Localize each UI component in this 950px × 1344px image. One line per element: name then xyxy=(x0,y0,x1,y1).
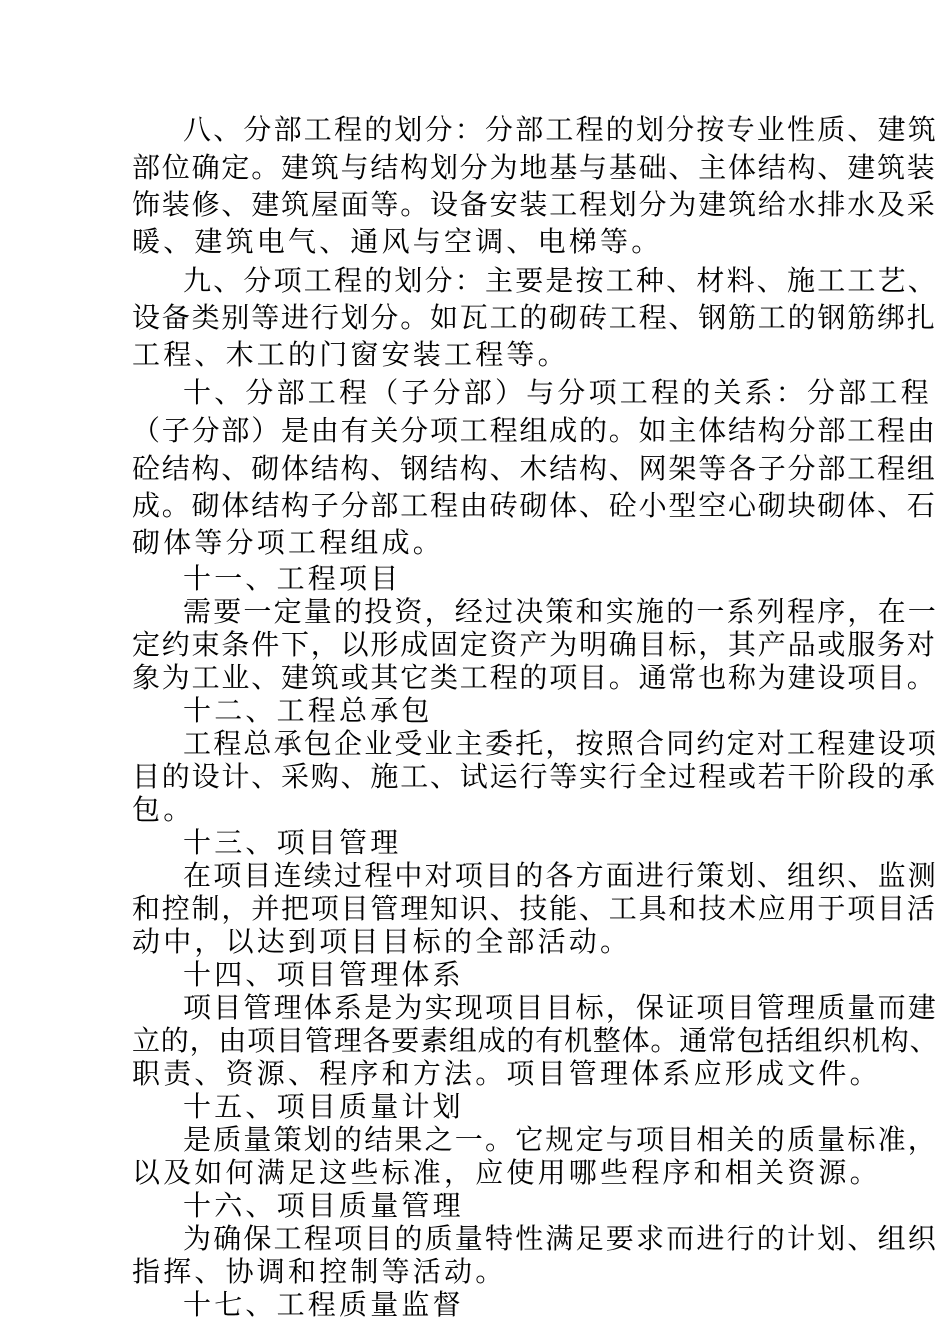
section-heading: 十七、工程质量监督 xyxy=(183,1288,464,1321)
text-line: 工程总承包企业受业主委托，按照合同约定对工程建设项 xyxy=(183,727,939,760)
section-heading: 十四、项目管理体系 xyxy=(183,958,464,991)
section-heading: 十六、项目质量管理 xyxy=(183,1189,464,1222)
text-line: 项目管理体系是为实现项目目标，保证项目管理质量而建 xyxy=(183,991,939,1024)
text-line: 以及如何满足这些标准，应使用哪些程序和相关资源。 xyxy=(132,1156,881,1189)
text-line: 指挥、协调和控制等活动。 xyxy=(132,1255,507,1288)
text-line: 砼结构、砌体结构、钢结构、木结构、网架等各子分部工程组 xyxy=(132,452,937,485)
text-line: 暖、建筑电气、通风与空调、电梯等。 xyxy=(132,225,663,258)
text-line: 十、分部工程（子分部）与分项工程的关系：分部工程 xyxy=(183,376,932,409)
text-line: 饰装修、建筑屋面等。设备安装工程划分为建筑给水排水及采 xyxy=(132,188,937,221)
text-line: 定约束条件下，以形成固定资产为明确目标，其产品或服务对 xyxy=(132,628,937,661)
text-line: 成。砌体结构子分部工程由砖砌体、砼小型空心砌块砌体、石 xyxy=(132,489,937,522)
text-line: 工程、木工的门窗安装工程等。 xyxy=(132,338,569,371)
text-line: 部位确定。建筑与结构划分为地基与基础、主体结构、建筑装 xyxy=(132,151,937,184)
text-line: 为确保工程项目的质量特性满足要求而进行的计划、组织 xyxy=(183,1222,939,1255)
section-heading: 十一、工程项目 xyxy=(183,562,402,595)
section-heading: 十三、项目管理 xyxy=(183,826,402,859)
text-line: 职责、资源、程序和方法。项目管理体系应形成文件。 xyxy=(132,1057,881,1090)
text-line: 和控制，并把项目管理知识、技能、工具和技术应用于项目活 xyxy=(132,892,937,925)
text-line: 目的设计、采购、施工、试运行等实行全过程或若干阶段的承 xyxy=(132,760,937,793)
text-line: （子分部）是由有关分项工程组成的。如主体结构分部工程由 xyxy=(132,414,937,447)
text-line: 需要一定量的投资，经过决策和实施的一系列程序，在一 xyxy=(183,595,939,628)
text-line: 在项目连续过程中对项目的各方面进行策划、组织、监测 xyxy=(183,859,939,892)
text-line: 立的，由项目管理各要素组成的有机整体。通常包括组织机构、 xyxy=(132,1024,939,1057)
text-line: 九、分项工程的划分：主要是按工种、材料、施工工艺、 xyxy=(183,264,939,297)
text-line: 八、分部工程的划分：分部工程的划分按专业性质、建筑 xyxy=(183,113,939,146)
text-line: 包。 xyxy=(132,793,195,826)
text-line: 砌体等分项工程组成。 xyxy=(132,526,445,559)
section-heading: 十二、工程总承包 xyxy=(183,694,433,727)
text-line: 设备类别等进行划分。如瓦工的砌砖工程、钢筋工的钢筋绑扎 xyxy=(132,301,937,334)
text-line: 动中，以达到项目目标的全部活动。 xyxy=(132,925,632,958)
text-line: 是质量策划的结果之一。它规定与项目相关的质量标准， xyxy=(183,1123,939,1156)
section-heading: 十五、项目质量计划 xyxy=(183,1090,464,1123)
text-line: 象为工业、建筑或其它类工程的项目。通常也称为建设项目。 xyxy=(132,661,937,694)
